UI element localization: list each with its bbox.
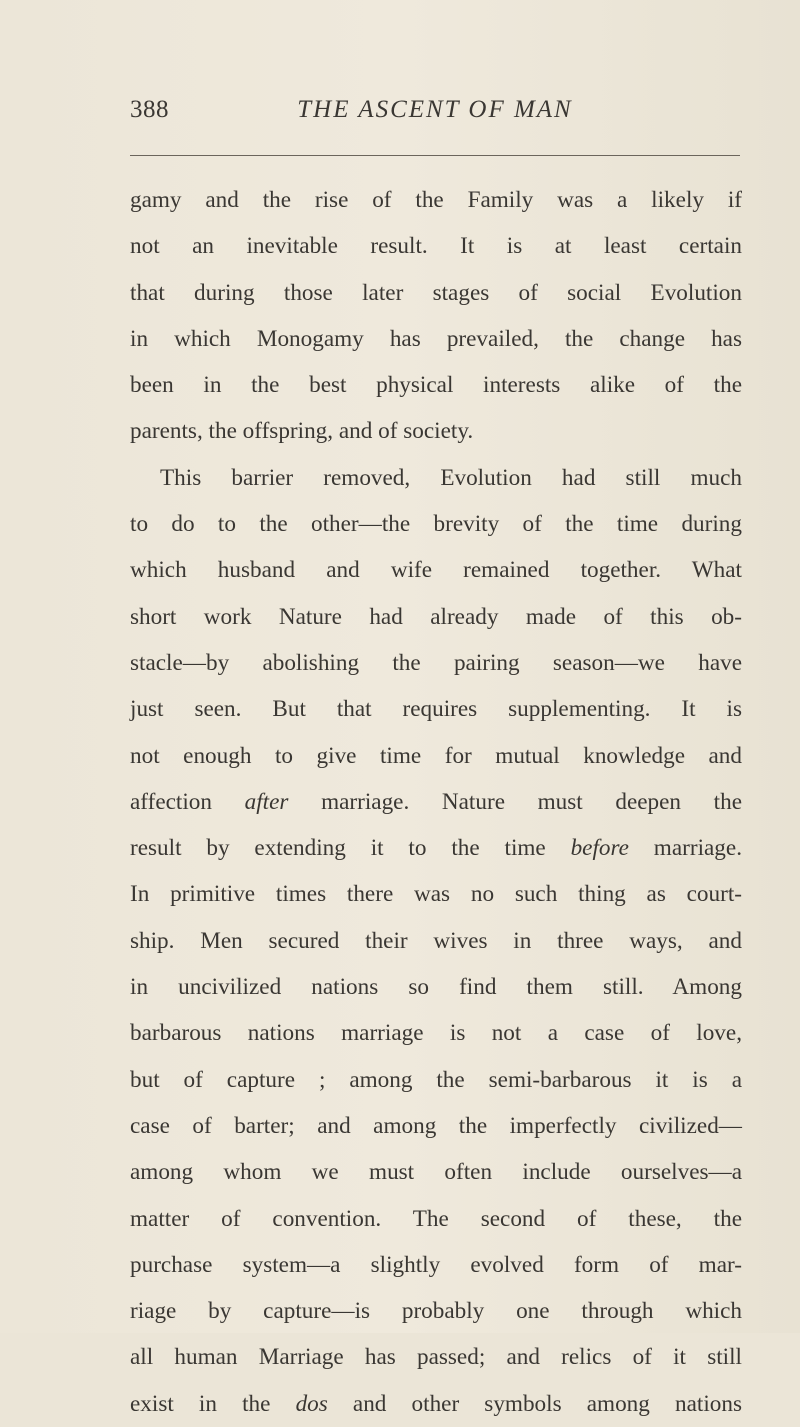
- text-line: purchase system—a slightly evolved form of mar-: [130, 1251, 742, 1278]
- text-line: among whom we must often include ourselves—a: [130, 1159, 742, 1186]
- text-line: result by extending it to the time before marriage.: [130, 835, 742, 862]
- text-line: short work Nature had already made of this ob-: [130, 603, 742, 630]
- text-line: riage by capture—is probably one through which: [130, 1298, 742, 1325]
- running-title: THE ASCENT OF MAN: [297, 96, 573, 123]
- text-line: ship. Men secured their wives in three ways, and: [130, 927, 742, 954]
- text-line: that during those later stages of social Evolution: [130, 279, 742, 306]
- italic-word: dos: [295, 1390, 328, 1417]
- text-line: been in the best physical interests alike of the: [130, 372, 742, 399]
- text-line: stacle—by abolishing the pairing season—we have: [130, 649, 742, 676]
- text-line: In primitive times there was no such thing as court-: [130, 881, 742, 908]
- page-number: 388: [130, 96, 169, 123]
- text-line: barbarous nations marriage is not a case of love,: [130, 1020, 742, 1047]
- text-line: gamy and the rise of the Family was a likely if: [130, 187, 742, 213]
- text-line: to do to the other—the brevity of the time during: [130, 511, 742, 538]
- text-line: case of barter; and among the imperfectly civilized—: [130, 1112, 742, 1139]
- header-rule: [130, 155, 740, 156]
- page-header: [130, 96, 740, 136]
- text-line: matter of convention. The second of these, the: [130, 1205, 742, 1232]
- text-line: in uncivilized nations so find them still. Among: [130, 974, 742, 1001]
- text-line: but of capture ; among the semi-barbarous it is a: [130, 1066, 742, 1093]
- text-line: not an inevitable result. It is at least certain: [130, 233, 742, 260]
- text-line: not enough to give time for mutual knowledge and: [130, 742, 742, 769]
- text-line: in which Monogamy has prevailed, the change has: [130, 325, 742, 352]
- text-line: affection after marriage. Nature must deepen the: [130, 788, 742, 815]
- text-line: which husband and wife remained together. What: [130, 557, 742, 584]
- italic-word: before: [570, 835, 629, 862]
- italic-word: after: [244, 788, 289, 815]
- text-line: all human Marriage has passed; and relics of it still: [130, 1344, 742, 1371]
- text-line: This barrier removed, Evolution had still much: [160, 464, 742, 491]
- text-line: exist in the dos and other symbols among nations: [130, 1390, 742, 1417]
- text-line: parents, the offspring, and of society.: [130, 418, 474, 445]
- body-text: [130, 177, 742, 1427]
- text-line: just seen. But that requires supplementing. It is: [130, 696, 742, 723]
